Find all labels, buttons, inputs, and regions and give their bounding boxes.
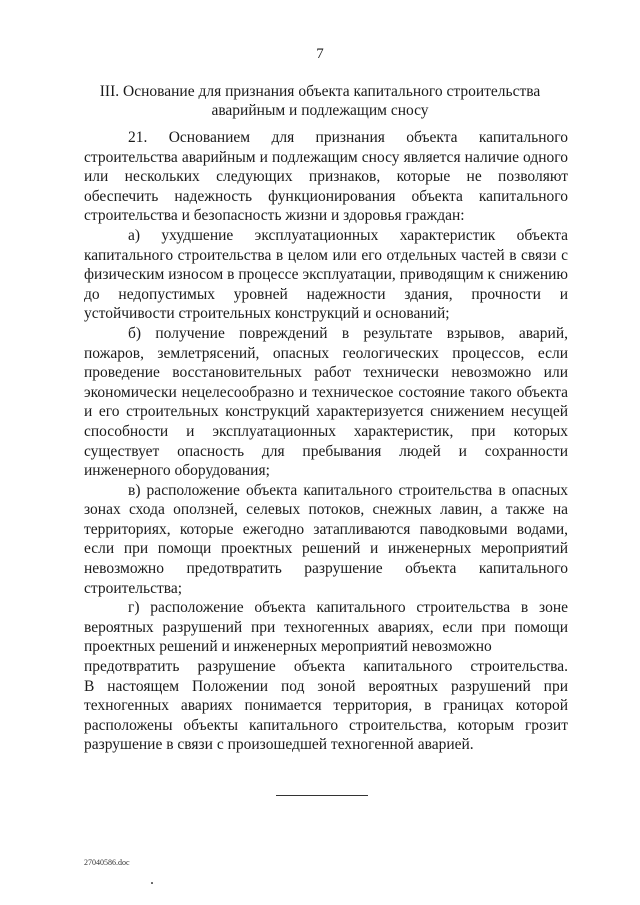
footer-file-name: 27040586.doc bbox=[84, 858, 130, 867]
clause-item-g bbox=[84, 598, 568, 755]
footer-mark bbox=[151, 882, 153, 884]
clause-21-intro: 21. Основанием для признания объекта капитального строительства аварийным и подлежащим сносу является наличие одного или нескольких следующих признаков, которые не позволяют обеспечить надежность функционирования объекта капитального строительства и безопасность жизни и здоровья граждан: bbox=[84, 129, 568, 225]
end-divider-line bbox=[276, 795, 368, 796]
clause-item-b: б) получение повреждений в результате взрывов, аварий, пожаров, землетрясений, опасных геологических процессов, если проведение восстановительных работ технически невозможно или экономически нецелесообразно и техническое состояние такого объекта и его строительных конструкций характеризуется снижением несущей способности и эксплуатационных характеристик, при которых существует опасность для пребывания людей и сохранности инженерного оборудования; bbox=[84, 324, 568, 480]
clause-item-a: а) ухудшение эксплуатационных характеристик объекта капитального строительства в целом или его отдельных частей в связи с физическим износом в процессе эксплуатации, приводящим к снижению до недопустимых уровней надежности здания, прочности и устойчивости строительных конструкций и оснований; bbox=[84, 226, 568, 323]
page-number: 7 bbox=[316, 46, 324, 62]
clause-item-g-part-2: предотвратить разрушение объекта капитального строительства. bbox=[84, 658, 568, 676]
section-heading-line-2: аварийным и подлежащим сносу bbox=[211, 102, 429, 119]
clause-item-g-part-3: В настоящем Положении под зоной вероятных разрушений при техногенных авариях понимается территория, в границах которой расположены объекты капитального строительства, которым грозит разрушение в связи с произошедшей техногенной аварией. bbox=[84, 677, 568, 754]
clause-item-g-part-1: г) расположение объекта капитального строительства в зоне вероятных разрушений при техногенных авариях, если при помощи проектных решений и инженерных мероприятий невозможно bbox=[84, 599, 568, 656]
section-heading-line-1: III. Основание для признания объекта капитального строительства bbox=[99, 83, 541, 100]
section-heading bbox=[70, 82, 570, 120]
document-body bbox=[84, 128, 568, 755]
clause-item-v: в) расположение объекта капитального строительства в опасных зонах схода оползней, селевых потоков, снежных лавин, а также на территориях, которые ежегодно затапливаются паводковыми водами, если при помощи проектных решений и инженерных мероприятий невозможно предотвратить разрушение объекта капитального строительства; bbox=[84, 481, 568, 597]
